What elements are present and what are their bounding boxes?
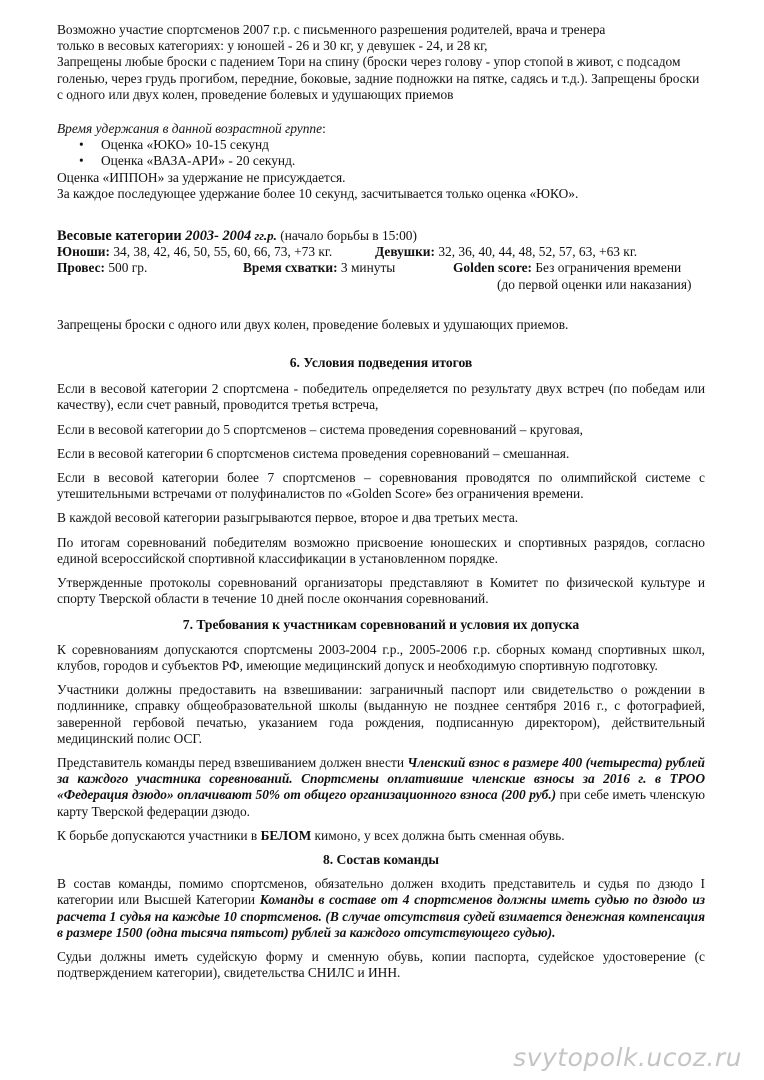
- section-6-p1: Если в весовой категории 2 спортсмена - победитель определяется по результату двух встреч (по победам или качеству), если счет равный, проводится третья встреча,: [57, 381, 705, 413]
- weigh-label: Провес:: [57, 260, 105, 276]
- hold-heading: [57, 121, 705, 137]
- weights-boys: [57, 244, 375, 260]
- golden-score: [453, 260, 681, 276]
- section-8-title: 8. Состав команды: [322, 851, 440, 867]
- girls-label: Девушки:: [375, 244, 435, 260]
- gs-label: Golden score:: [453, 260, 532, 276]
- hold-item-yuko: [79, 137, 705, 153]
- section-6-title: 6. Условия подведения итогов: [289, 355, 473, 371]
- boys-label: Юноши:: [57, 244, 110, 260]
- section-8-p1-judges: Команды в составе от 4 спортсменов должны иметь судью по дзюдо из расчета 1 судья на каждые 10 спортсменов. (В случае отсутствия судей взимается денежная компенсация в размере 1500 (одна тысяча пятьсот) рублей за каждого отсутствующего судью).: [57, 892, 705, 940]
- weights-title-main: Весовые категории: [57, 228, 186, 245]
- bullet-icon: •: [79, 137, 84, 153]
- section-6-p7: Утвержденные протоколы соревнований организаторы представляют в Комитет по физической культуре и спорту Тверской области в течение 10 дней после окончания соревнований.: [57, 575, 705, 607]
- time-label: Время схватки:: [243, 260, 338, 276]
- section-8-p2: Судьи должны иметь судейскую форму и сменную обувь, копии паспорта, судейское удостоверение (с подтверждением категории), свидетельства СНИЛС и ИНН.: [57, 948, 705, 981]
- weights-forbidden: Запрещены броски с одного или двух колен, проведение болевых и удушающих приемов.: [57, 316, 569, 332]
- section-7-p3-lead: Представитель команды перед взвешиванием должен внести: [57, 754, 408, 770]
- section-6-p2: Если в весовой категории до 5 спортсменов – система проведения соревнований – круговая,: [57, 421, 583, 437]
- hold-list: [57, 137, 705, 169]
- section-7-p3-tail: при себе иметь членскую карту Тверской федерации дзюдо.: [57, 787, 705, 819]
- hold-heading-text: Время удержания в данной возрастной группе: [57, 121, 323, 137]
- section-8-p1-lead: В состав команды, помимо спортсменов, обязательно должен входить представитель и судья по дзюдо I категории или Высшей Категории: [57, 876, 705, 908]
- girls-values: 32, 36, 40, 44, 48, 52, 57, 63, +63 кг.: [434, 244, 638, 260]
- section-7-p3-fee: Членский взнос в размере 400 (четыреста) рублей за каждого участника соревнований. Спортсмены оплатившие членские взносы за 2016 г. в ТРОО «Федерация дзюдо» оплачивают 50% от общего организационного взноса (200 руб.): [57, 754, 705, 803]
- weigh-allowance: [57, 260, 243, 276]
- section-6-p4: Если в весовой категории более 7 спортсменов – соревнования проводятся по олимпийской системе с утешительными встречами от полуфиналистов по «Golden Score» без ограничения времени.: [57, 470, 705, 502]
- weights-row-categories: [57, 244, 705, 260]
- document-page: [57, 22, 705, 981]
- intro-throws-rule: Запрещены любые броски с падением Тори на спину (броски через голову - упор стопой в живот, с подсадом голенью, через грудь прогибом, передние, боковые, задние подножки на пятке, садясь и т.д.). Запрещены броски с одного или двух колен, проведение болевых и удушающих приемов: [57, 54, 700, 102]
- intro-line-1: Возможно участие спортсменов 2007 г.р. с письменного разрешения родителей, врача и тренера: [57, 22, 606, 37]
- section-7-p4-tail: кимоно, у всех должна быть сменная обувь.: [311, 827, 565, 843]
- bullet-icon: •: [79, 153, 84, 169]
- weights-girls: [375, 244, 637, 260]
- section-7-p2: Участники должны предоставить на взвешивании: заграничный паспорт или свидетельство о рождении в подлиннике, справку общеобразовательной школы (выданную не позднее сентября 2016 г., с фотографией, заверенной гербовой печатью, указанием года рождения, подписанную директором), действительный медицинский полис ОСГ.: [57, 682, 705, 746]
- hold-heading-colon: :: [322, 121, 326, 137]
- site-watermark: svytopolk.ucoz.ru: [513, 1042, 742, 1072]
- intro-line-2: только в весовых категориях: у юношей - 26 и 30 кг, у девушек - 24, и 28 кг,: [57, 38, 488, 54]
- weigh-value: 500 гр.: [104, 260, 148, 276]
- section-7-p4: [57, 828, 705, 844]
- hold-each: За каждое последующее удержание более 10 секунд, засчитывается только оценка «ЮКО».: [57, 185, 579, 201]
- gs-value: Без ограничения времени: [531, 260, 682, 276]
- bout-time: [243, 260, 453, 276]
- weights-row-rules: [57, 260, 705, 276]
- time-value: 3 минуты: [337, 260, 396, 276]
- section-7-p3: [57, 755, 705, 820]
- weights-title-years: 2003- 2004: [185, 228, 252, 245]
- golden-score-note: (до первой оценки или наказания): [497, 276, 692, 292]
- section-7-p4-white: БЕЛОМ: [260, 827, 312, 843]
- hold-ippon: Оценка «ИППОН» за удержание не присуждается.: [57, 169, 346, 185]
- section-7-title: 7. Требования к участникам соревнований и условия их допуска: [182, 617, 580, 633]
- section-6-p3: Если в весовой категории 6 спортсменов система проведения соревнований – смешанная.: [57, 445, 570, 461]
- section-6-p5: В каждой весовой категории разыгрываются первое, второе и два третьих места.: [57, 510, 519, 526]
- hold-item-waza-ari: [79, 153, 705, 169]
- section-6-p6: По итогам соревнований победителям возможно присвоение юношеских и спортивных разрядов, согласно единой всероссийской спортивной классификации в установленном порядке.: [57, 534, 705, 566]
- weights-title-start: (начало борьбы в 15:00): [276, 228, 417, 244]
- hold-item-text: Оценка «ЮКО» 10-15 секунд: [101, 137, 269, 153]
- weights-title: [57, 228, 705, 244]
- boys-values: 34, 38, 42, 46, 50, 55, 60, 66, 73, +73 кг.: [109, 244, 333, 260]
- section-8-p1: [57, 876, 705, 941]
- hold-item-text: Оценка «ВАЗА-АРИ» - 20 секунд.: [101, 153, 296, 169]
- weights-title-suffix: гг.р.: [251, 228, 277, 244]
- section-7-p4-lead: К борьбе допускаются участники в: [57, 827, 261, 843]
- section-7-p1: К соревнованиям допускаются спортсмены 2003-2004 г.р., 2005-2006 г.р. сборных команд спортивных школ, клубов, городов и субъектов РФ, имеющие медицинский допуск и необходимую спортивную подготовку.: [57, 641, 705, 673]
